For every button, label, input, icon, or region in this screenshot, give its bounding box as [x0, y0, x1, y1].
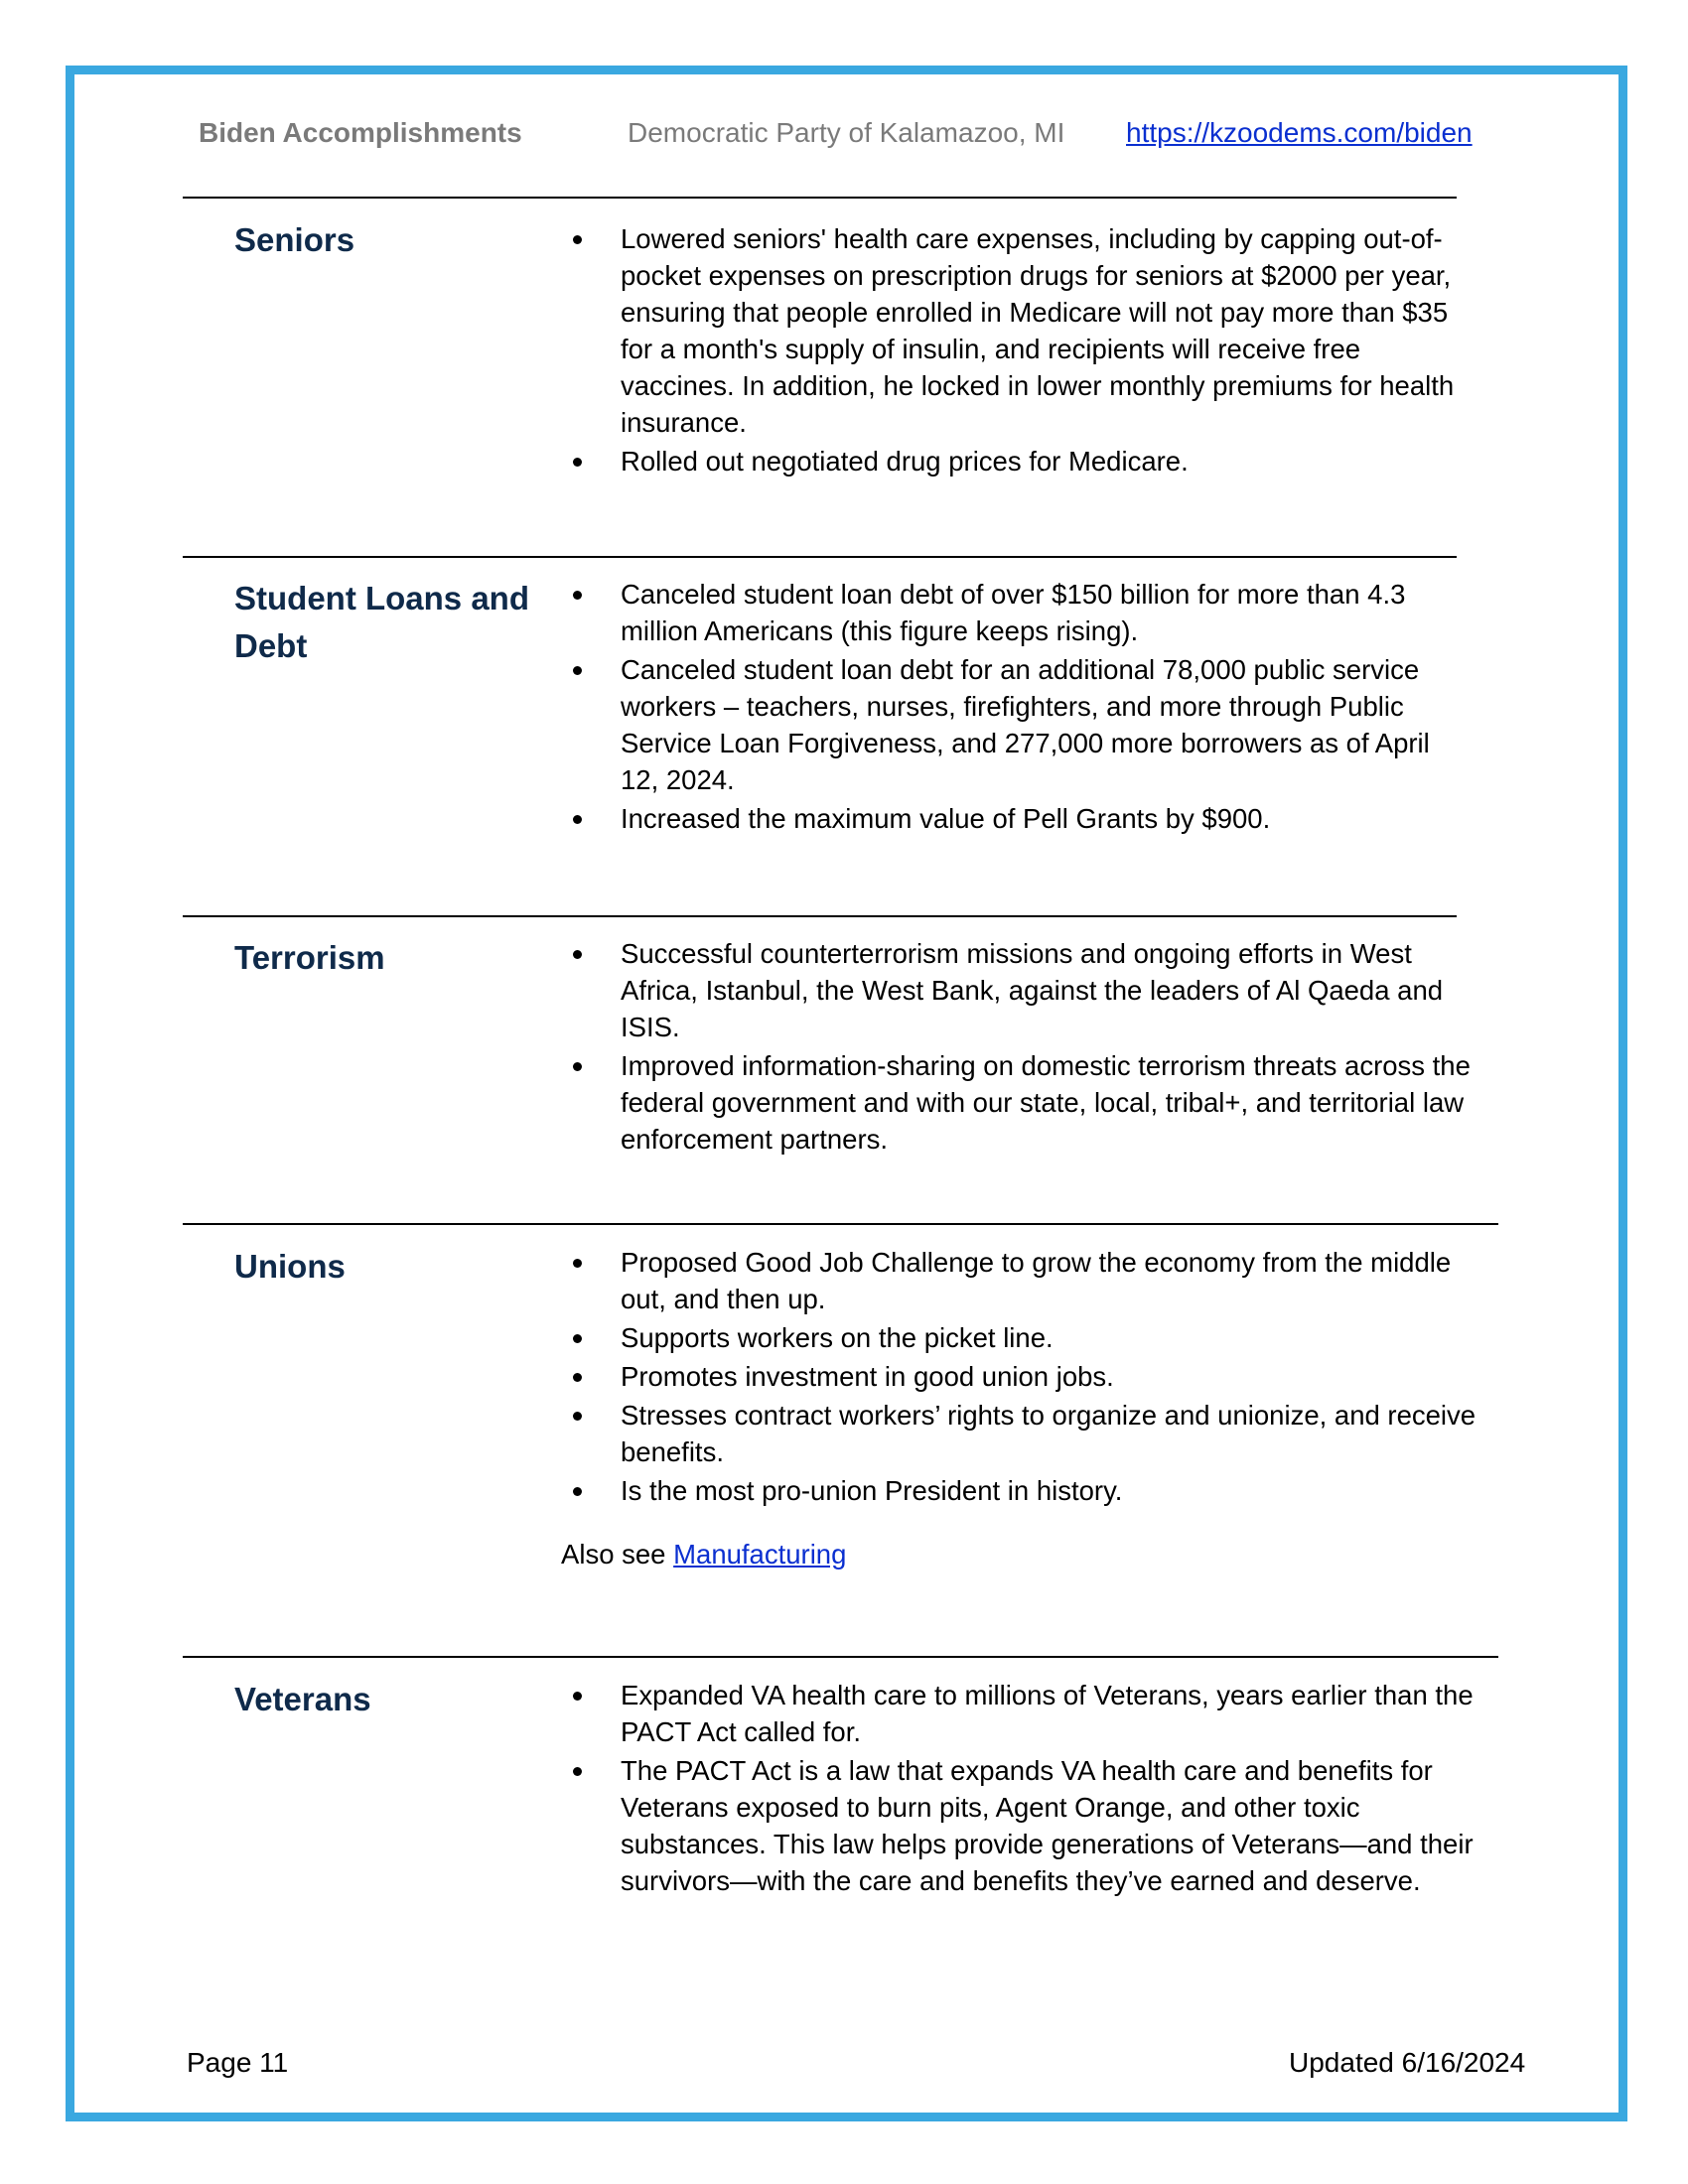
seniors-bullet-list — [561, 220, 1475, 481]
section-title-veterans: Veterans — [234, 1681, 371, 1717]
section-divider — [183, 1223, 1498, 1225]
list-item: Stresses contract workers’ rights to organize and unionize, and receive benefits. — [561, 1397, 1499, 1470]
list-item: Increased the maximum value of Pell Grants by $900. — [561, 800, 1475, 837]
section-title-terrorism: Terrorism — [234, 939, 385, 976]
list-item: Rolled out negotiated drug prices for Medicare. — [561, 443, 1475, 479]
section-title-seniors: Seniors — [234, 221, 355, 258]
header-organization: Democratic Party of Kalamazoo, MI — [628, 117, 1065, 148]
header-title: Biden Accomplishments — [199, 117, 522, 148]
list-item: Supports workers on the picket line. — [561, 1319, 1499, 1356]
list-item: Promotes investment in good union jobs. — [561, 1358, 1499, 1395]
page-number: Page 11 — [187, 2047, 289, 2078]
terrorism-bullet-list — [561, 935, 1475, 1160]
updated-date: Updated 6/16/2024 — [1289, 2047, 1526, 2078]
unions-bullet-list — [561, 1244, 1499, 1511]
list-item: Improved information-sharing on domestic terrorism threats across the federal government and with our state, local, tribal+, and territorial law enforcement partners. — [561, 1047, 1475, 1158]
section-divider — [183, 915, 1457, 917]
section-title-student-loans: Student Loans and Debt — [234, 580, 529, 664]
list-item: Canceled student loan debt of over $150 billion for more than 4.3 million Americans (this figure keeps rising). — [561, 576, 1475, 649]
section-divider — [183, 556, 1457, 558]
list-item: Successful counterterrorism missions and ongoing efforts in West Africa, Istanbul, the West Bank, against the leaders of Al Qaeda and ISIS. — [561, 935, 1475, 1045]
student-loans-bullet-list — [561, 576, 1475, 839]
also-see-prefix: Also see — [561, 1539, 674, 1570]
section-title-unions: Unions — [234, 1248, 346, 1285]
header-link[interactable]: https://kzoodems.com/biden — [1126, 117, 1473, 148]
list-item: Proposed Good Job Challenge to grow the economy from the middle out, and then up. — [561, 1244, 1499, 1317]
veterans-bullet-list — [561, 1677, 1475, 1901]
list-item: Lowered seniors' health care expenses, including by capping out-of-pocket expenses on prescription drugs for seniors at $2000 per year, ensuring that people enrolled in Medicare will not pay more than $35 for a month's supply of insulin, and recipients will receive free vaccines. In addition, he locked in lower monthly premiums for health insurance. — [561, 220, 1475, 441]
also-see-line — [561, 1536, 846, 1572]
section-divider — [183, 197, 1457, 199]
section-divider — [183, 1656, 1498, 1658]
list-item: Is the most pro-union President in history. — [561, 1472, 1499, 1509]
list-item: Expanded VA health care to millions of Veterans, years earlier than the PACT Act called for. — [561, 1677, 1475, 1750]
list-item: The PACT Act is a law that expands VA health care and benefits for Veterans exposed to burn pits, Agent Orange, and other toxic substances. This law helps provide generations of Veterans—and their survivors—with the care and benefits they’ve earned and deserve. — [561, 1752, 1475, 1899]
manufacturing-link[interactable]: Manufacturing — [673, 1539, 847, 1570]
list-item: Canceled student loan debt for an additional 78,000 public service workers – teachers, nurses, firefighters, and more through Public Service Loan Forgiveness, and 277,000 more borrowers as of April 12, 2024. — [561, 651, 1475, 798]
